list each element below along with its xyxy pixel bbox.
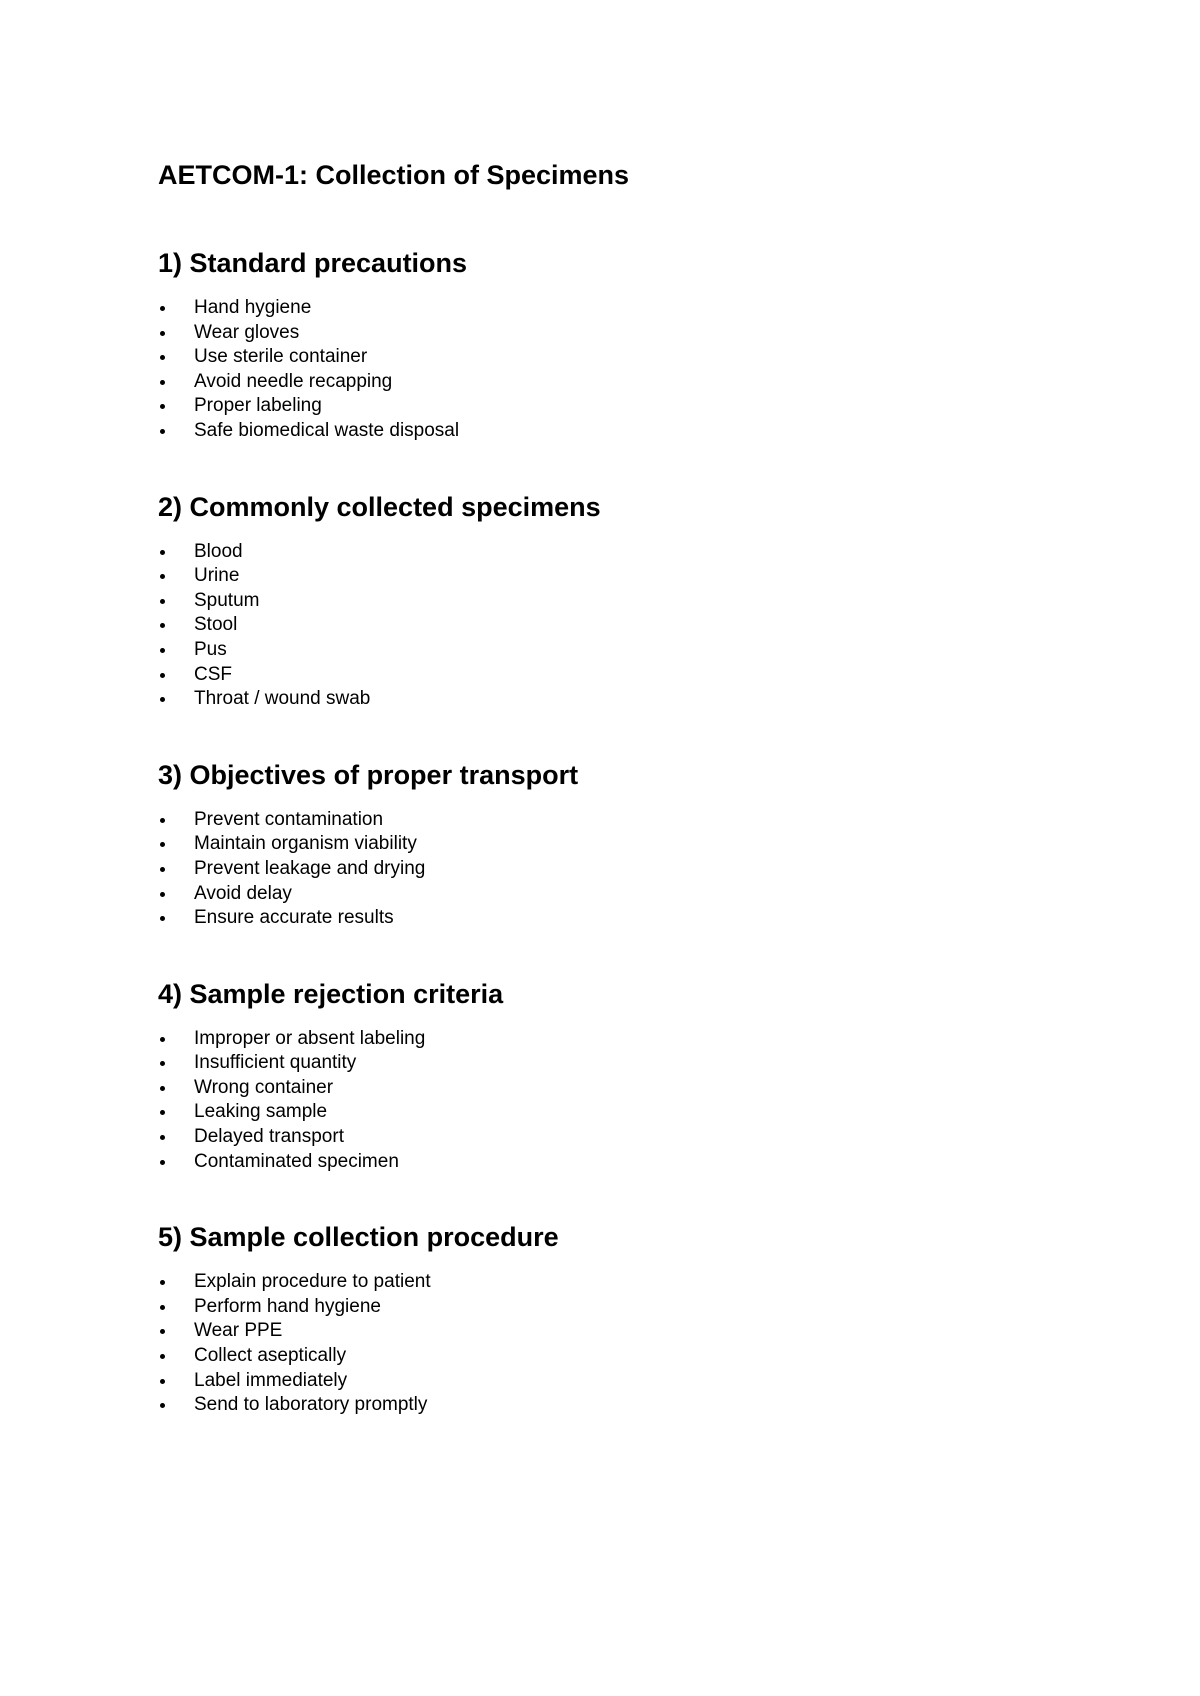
list-item	[158, 1051, 1138, 1076]
list-item	[158, 1319, 1138, 1344]
bullet-icon	[160, 355, 165, 360]
list-item	[158, 906, 1138, 931]
section-heading: 1) Standard precautions	[158, 248, 468, 278]
bullet-icon	[160, 1329, 165, 1334]
bullet-icon	[160, 892, 165, 897]
bullet-icon	[160, 1037, 165, 1042]
bullet-icon	[160, 599, 165, 604]
list-item-text: Explain procedure to patient	[194, 1271, 431, 1293]
list-item-text: Safe biomedical waste disposal	[194, 419, 460, 441]
list-item-text: Hand hygiene	[194, 297, 312, 318]
list-item	[158, 1393, 1138, 1418]
list-item-text: Leaking sample	[194, 1101, 328, 1123]
list-item-text: Ensure accurate results	[194, 907, 394, 929]
bullet-icon	[160, 1160, 165, 1165]
bullet-icon	[160, 916, 165, 921]
list-item	[158, 1125, 1138, 1150]
bullet-icon	[160, 1086, 165, 1091]
bullet-list	[158, 296, 1138, 444]
list-item-text: Improper or absent labeling	[194, 1027, 426, 1049]
bullet-icon	[160, 429, 165, 434]
list-item	[158, 1027, 1138, 1052]
section-heading: 4) Sample rejection criteria	[158, 978, 504, 1009]
bullet-icon	[160, 1305, 165, 1310]
list-item-text: Urine	[194, 565, 240, 587]
bullet-icon	[160, 380, 165, 385]
list-item	[158, 613, 1138, 638]
bullet-icon	[160, 331, 165, 336]
bullet-icon	[160, 648, 165, 653]
section-heading: 3) Objectives of proper transport	[158, 759, 579, 790]
list-item	[158, 394, 1138, 419]
section-sample-collection-procedure	[158, 1212, 1138, 1418]
list-item	[158, 687, 1138, 712]
bullet-icon	[160, 1110, 165, 1115]
list-item-text: Send to laboratory promptly	[194, 1394, 428, 1416]
list-item-text: Delayed transport	[194, 1126, 344, 1148]
list-item	[158, 1295, 1138, 1320]
list-item	[158, 321, 1138, 346]
bullet-icon	[160, 1354, 165, 1359]
list-item	[158, 296, 1138, 321]
bullet-icon	[160, 1280, 165, 1285]
list-item	[158, 882, 1138, 907]
list-item	[158, 832, 1138, 857]
bullet-icon	[160, 818, 165, 823]
list-item-text: Sputum	[194, 589, 260, 611]
list-item-text: Wear PPE	[194, 1320, 283, 1342]
list-item-text: Maintain organism viability	[194, 833, 417, 855]
section-standard-precautions	[158, 238, 1138, 444]
bullet-list	[158, 1270, 1138, 1418]
list-item-text: Label immediately	[194, 1369, 348, 1391]
bullet-icon	[160, 404, 165, 409]
bullet-icon	[160, 867, 165, 872]
list-item-text: Perform hand hygiene	[194, 1295, 381, 1317]
bullet-list	[158, 808, 1138, 931]
list-item	[158, 808, 1138, 833]
bullet-icon	[160, 697, 165, 702]
bullet-icon	[160, 673, 165, 678]
bullet-icon	[160, 1403, 165, 1408]
list-item-text: Pus	[194, 638, 227, 660]
section-heading: 2) Commonly collected specimens	[158, 491, 601, 522]
list-item-text: Wrong container	[194, 1076, 334, 1098]
list-item-text: Contaminated specimen	[194, 1150, 399, 1172]
bullet-icon	[160, 550, 165, 555]
list-item-text: Proper labeling	[194, 395, 322, 417]
list-item-text: Insufficient quantity	[194, 1052, 357, 1074]
list-item	[158, 663, 1138, 688]
list-item-text: Avoid delay	[194, 882, 292, 904]
list-item	[158, 1076, 1138, 1101]
bullet-icon	[160, 842, 165, 847]
list-item-text: Wear gloves	[194, 321, 300, 343]
list-item-text: Prevent leakage and drying	[194, 857, 426, 879]
list-item-text: Use sterile container	[194, 346, 368, 368]
document-page	[158, 150, 1138, 1418]
bullet-icon	[160, 306, 165, 311]
list-item	[158, 1100, 1138, 1125]
list-item	[158, 1369, 1138, 1394]
bullet-list	[158, 540, 1138, 712]
section-heading: 5) Sample collection procedure	[158, 1222, 559, 1253]
section-commonly-collected-specimens	[158, 482, 1138, 712]
document-title: AETCOM-1: Collection of Specimens	[158, 160, 630, 190]
bullet-icon	[160, 1061, 165, 1066]
bullet-icon	[160, 1135, 165, 1140]
list-item	[158, 370, 1138, 395]
list-item	[158, 1150, 1138, 1175]
list-item-text: Stool	[194, 614, 238, 636]
list-item	[158, 540, 1138, 565]
list-item-text: Prevent contamination	[194, 808, 384, 830]
section-sample-rejection-criteria	[158, 969, 1138, 1175]
list-item-text: Throat / wound swab	[194, 688, 371, 710]
list-item	[158, 638, 1138, 663]
section-objectives-of-proper-transport	[158, 750, 1138, 931]
list-item-text: Avoid needle recapping	[194, 370, 393, 392]
bullet-icon	[160, 623, 165, 628]
bullet-icon	[160, 574, 165, 579]
list-item	[158, 1344, 1138, 1369]
bullet-icon	[160, 1379, 165, 1384]
list-item	[158, 589, 1138, 614]
list-item	[158, 419, 1138, 444]
list-item	[158, 345, 1138, 370]
bullet-list	[158, 1027, 1138, 1175]
list-item	[158, 564, 1138, 589]
list-item	[158, 857, 1138, 882]
list-item-text: CSF	[194, 663, 232, 685]
list-item-text: Collect aseptically	[194, 1345, 347, 1367]
list-item-text: Blood	[194, 540, 243, 562]
list-item	[158, 1270, 1138, 1295]
